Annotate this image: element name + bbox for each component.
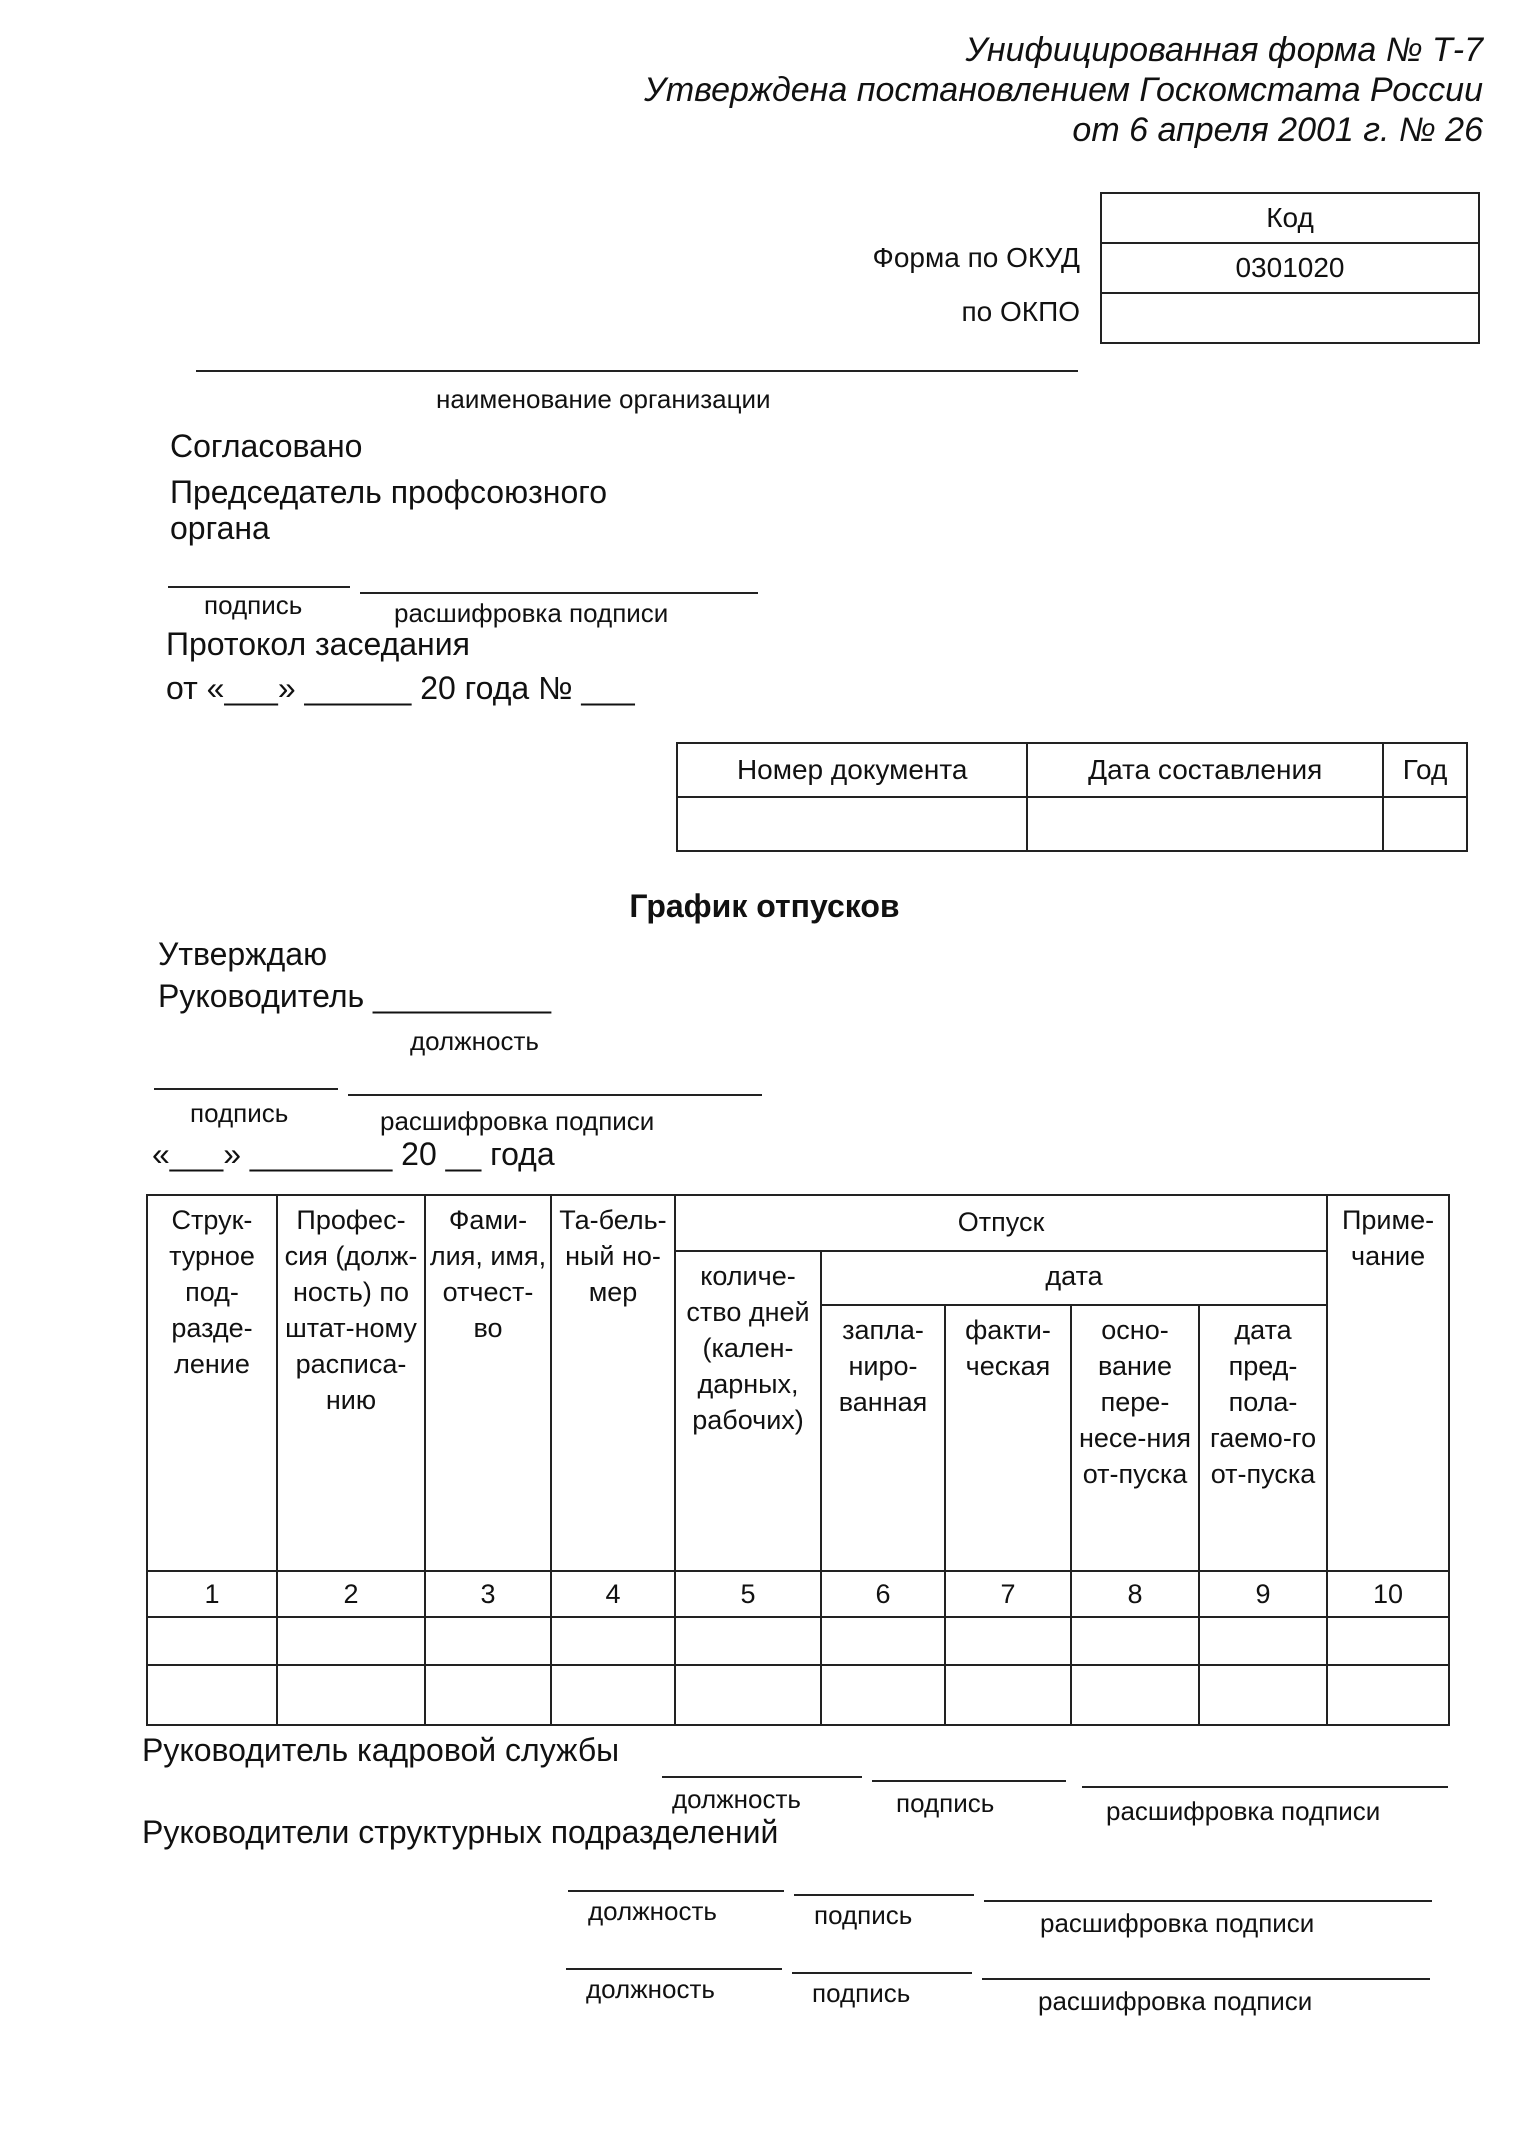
hr-head-label: Руководитель кадровой службы — [142, 1732, 620, 1768]
okud-value: 0301020 — [1101, 243, 1479, 293]
dept1-decode-line — [984, 1900, 1432, 1902]
col-vacation-group: Отпуск — [675, 1195, 1327, 1251]
dept2-decode-line — [982, 1978, 1430, 1980]
col-number-6: 6 — [821, 1571, 945, 1617]
table-cell — [277, 1665, 425, 1725]
table-cell — [551, 1665, 675, 1725]
approve-head: Руководитель __________ — [158, 978, 552, 1014]
agreed-sign-line — [168, 586, 350, 588]
col-number-1: 1 — [147, 1571, 277, 1617]
hr-position-line — [662, 1776, 862, 1778]
dept2-position-line — [566, 1968, 782, 1970]
col-days-count: количе-ство дней (кален-дарных, рабочих) — [675, 1251, 821, 1571]
dept1-position-line — [568, 1890, 784, 1892]
table-cell — [551, 1617, 675, 1665]
table-cell — [821, 1665, 945, 1725]
code-head: Код — [1101, 193, 1479, 243]
table-cell — [945, 1665, 1071, 1725]
table-cell — [425, 1617, 551, 1665]
document-title: График отпусков — [629, 888, 900, 924]
table-cell — [821, 1617, 945, 1665]
table-cell — [675, 1665, 821, 1725]
table-cell — [945, 1617, 1071, 1665]
col-number-8: 8 — [1071, 1571, 1199, 1617]
org-caption: наименование организации — [436, 384, 771, 414]
approve-date-line: «___» ________ 20 __ года — [152, 1136, 555, 1172]
col-personnel-number: Та-бель-ный но-мер — [551, 1195, 675, 1571]
hr-decode-caption: расшифровка подписи — [1106, 1796, 1381, 1826]
doc-number-cell — [677, 797, 1027, 851]
doc-date-cell — [1027, 797, 1383, 851]
protocol-title: Протокол заседания — [166, 626, 470, 662]
approve-title: Утверждаю — [158, 936, 328, 972]
dept-heads-label: Руководители структурных подразделений — [142, 1814, 779, 1850]
table-cell — [147, 1665, 277, 1725]
approve-position-caption: должность — [410, 1026, 539, 1056]
doc-year-cell — [1383, 797, 1467, 851]
doc-year-header: Год — [1383, 743, 1467, 797]
table-cell — [147, 1617, 277, 1665]
agreed-chair: Председатель профсоюзного — [170, 474, 607, 510]
agreed-decode-line — [360, 592, 758, 594]
agreed-title: Согласовано — [170, 428, 363, 464]
form-date-line: от 6 апреля 2001 г. № 26 — [1072, 111, 1483, 149]
okpo-value — [1101, 293, 1479, 343]
col-number-9: 9 — [1199, 1571, 1327, 1617]
approve-decode-line — [348, 1094, 762, 1096]
hr-position-caption: должность — [672, 1784, 801, 1814]
document-info-table — [676, 742, 1468, 852]
table-cell — [425, 1665, 551, 1725]
dept1-position-caption: должность — [588, 1896, 717, 1926]
agreed-organ: органа — [170, 510, 270, 546]
dept2-sign-caption: подпись — [812, 1978, 911, 2008]
dept2-decode-caption: расшифровка подписи — [1038, 1986, 1313, 2016]
col-number-10: 10 — [1327, 1571, 1449, 1617]
doc-date-header: Дата составления — [1027, 743, 1383, 797]
col-transfer-reason: осно-вание пере-несе-ния от-пуска — [1071, 1305, 1199, 1571]
agreed-decode-caption: расшифровка подписи — [394, 598, 669, 628]
col-full-name: Фами-лия, имя, отчест-во — [425, 1195, 551, 1571]
col-expected-date: дата пред-пола-гаемо-го от-пуска — [1199, 1305, 1327, 1571]
approve-decode-caption: расшифровка подписи — [380, 1106, 655, 1136]
col-number-5: 5 — [675, 1571, 821, 1617]
dept1-decode-caption: расшифровка подписи — [1040, 1908, 1315, 1938]
protocol-date: от «___» ______ 20 года № ___ — [166, 670, 635, 706]
col-date-group: дата — [821, 1251, 1327, 1305]
col-actual-date: факти-ческая — [945, 1305, 1071, 1571]
hr-sign-caption: подпись — [896, 1788, 995, 1818]
table-cell — [1327, 1617, 1449, 1665]
table-row — [147, 1617, 1449, 1665]
form-approval-line: Утверждена постановлением Госкомстата России — [644, 71, 1483, 109]
dept2-sign-line — [792, 1972, 972, 1974]
col-number-7: 7 — [945, 1571, 1071, 1617]
approve-sign-caption: подпись — [190, 1098, 289, 1128]
col-number-3: 3 — [425, 1571, 551, 1617]
table-cell — [1071, 1665, 1199, 1725]
doc-number-header: Номер документа — [677, 743, 1027, 797]
col-position: Профес-сия (долж-ность) по штат-ному расписа-нию — [277, 1195, 425, 1571]
okpo-label: по ОКПО — [961, 296, 1080, 327]
table-cell — [675, 1617, 821, 1665]
code-box — [1100, 192, 1480, 344]
col-number-4: 4 — [551, 1571, 675, 1617]
table-cell — [1199, 1617, 1327, 1665]
org-name-line — [196, 370, 1078, 372]
dept2-position-caption: должность — [586, 1974, 715, 2004]
col-note: Приме-чание — [1327, 1195, 1449, 1571]
okud-label: Форма по ОКУД — [872, 242, 1080, 273]
dept1-sign-caption: подпись — [814, 1900, 913, 1930]
col-department: Струк-турное под-разде-ление — [147, 1195, 277, 1571]
dept1-sign-line — [794, 1894, 974, 1896]
hr-sign-line — [872, 1780, 1066, 1782]
table-cell — [277, 1617, 425, 1665]
vacation-schedule-table — [146, 1194, 1450, 1726]
approve-sign-line — [154, 1088, 338, 1090]
agreed-sign-caption: подпись — [204, 590, 303, 620]
hr-decode-line — [1082, 1786, 1448, 1788]
form-header — [644, 30, 1483, 150]
table-cell — [1071, 1617, 1199, 1665]
table-cell — [1327, 1665, 1449, 1725]
col-planned-date: запла-ниро-ванная — [821, 1305, 945, 1571]
form-number-line: Унифицированная форма № Т-7 — [965, 31, 1483, 69]
table-row — [147, 1665, 1449, 1725]
col-number-2: 2 — [277, 1571, 425, 1617]
table-cell — [1199, 1665, 1327, 1725]
